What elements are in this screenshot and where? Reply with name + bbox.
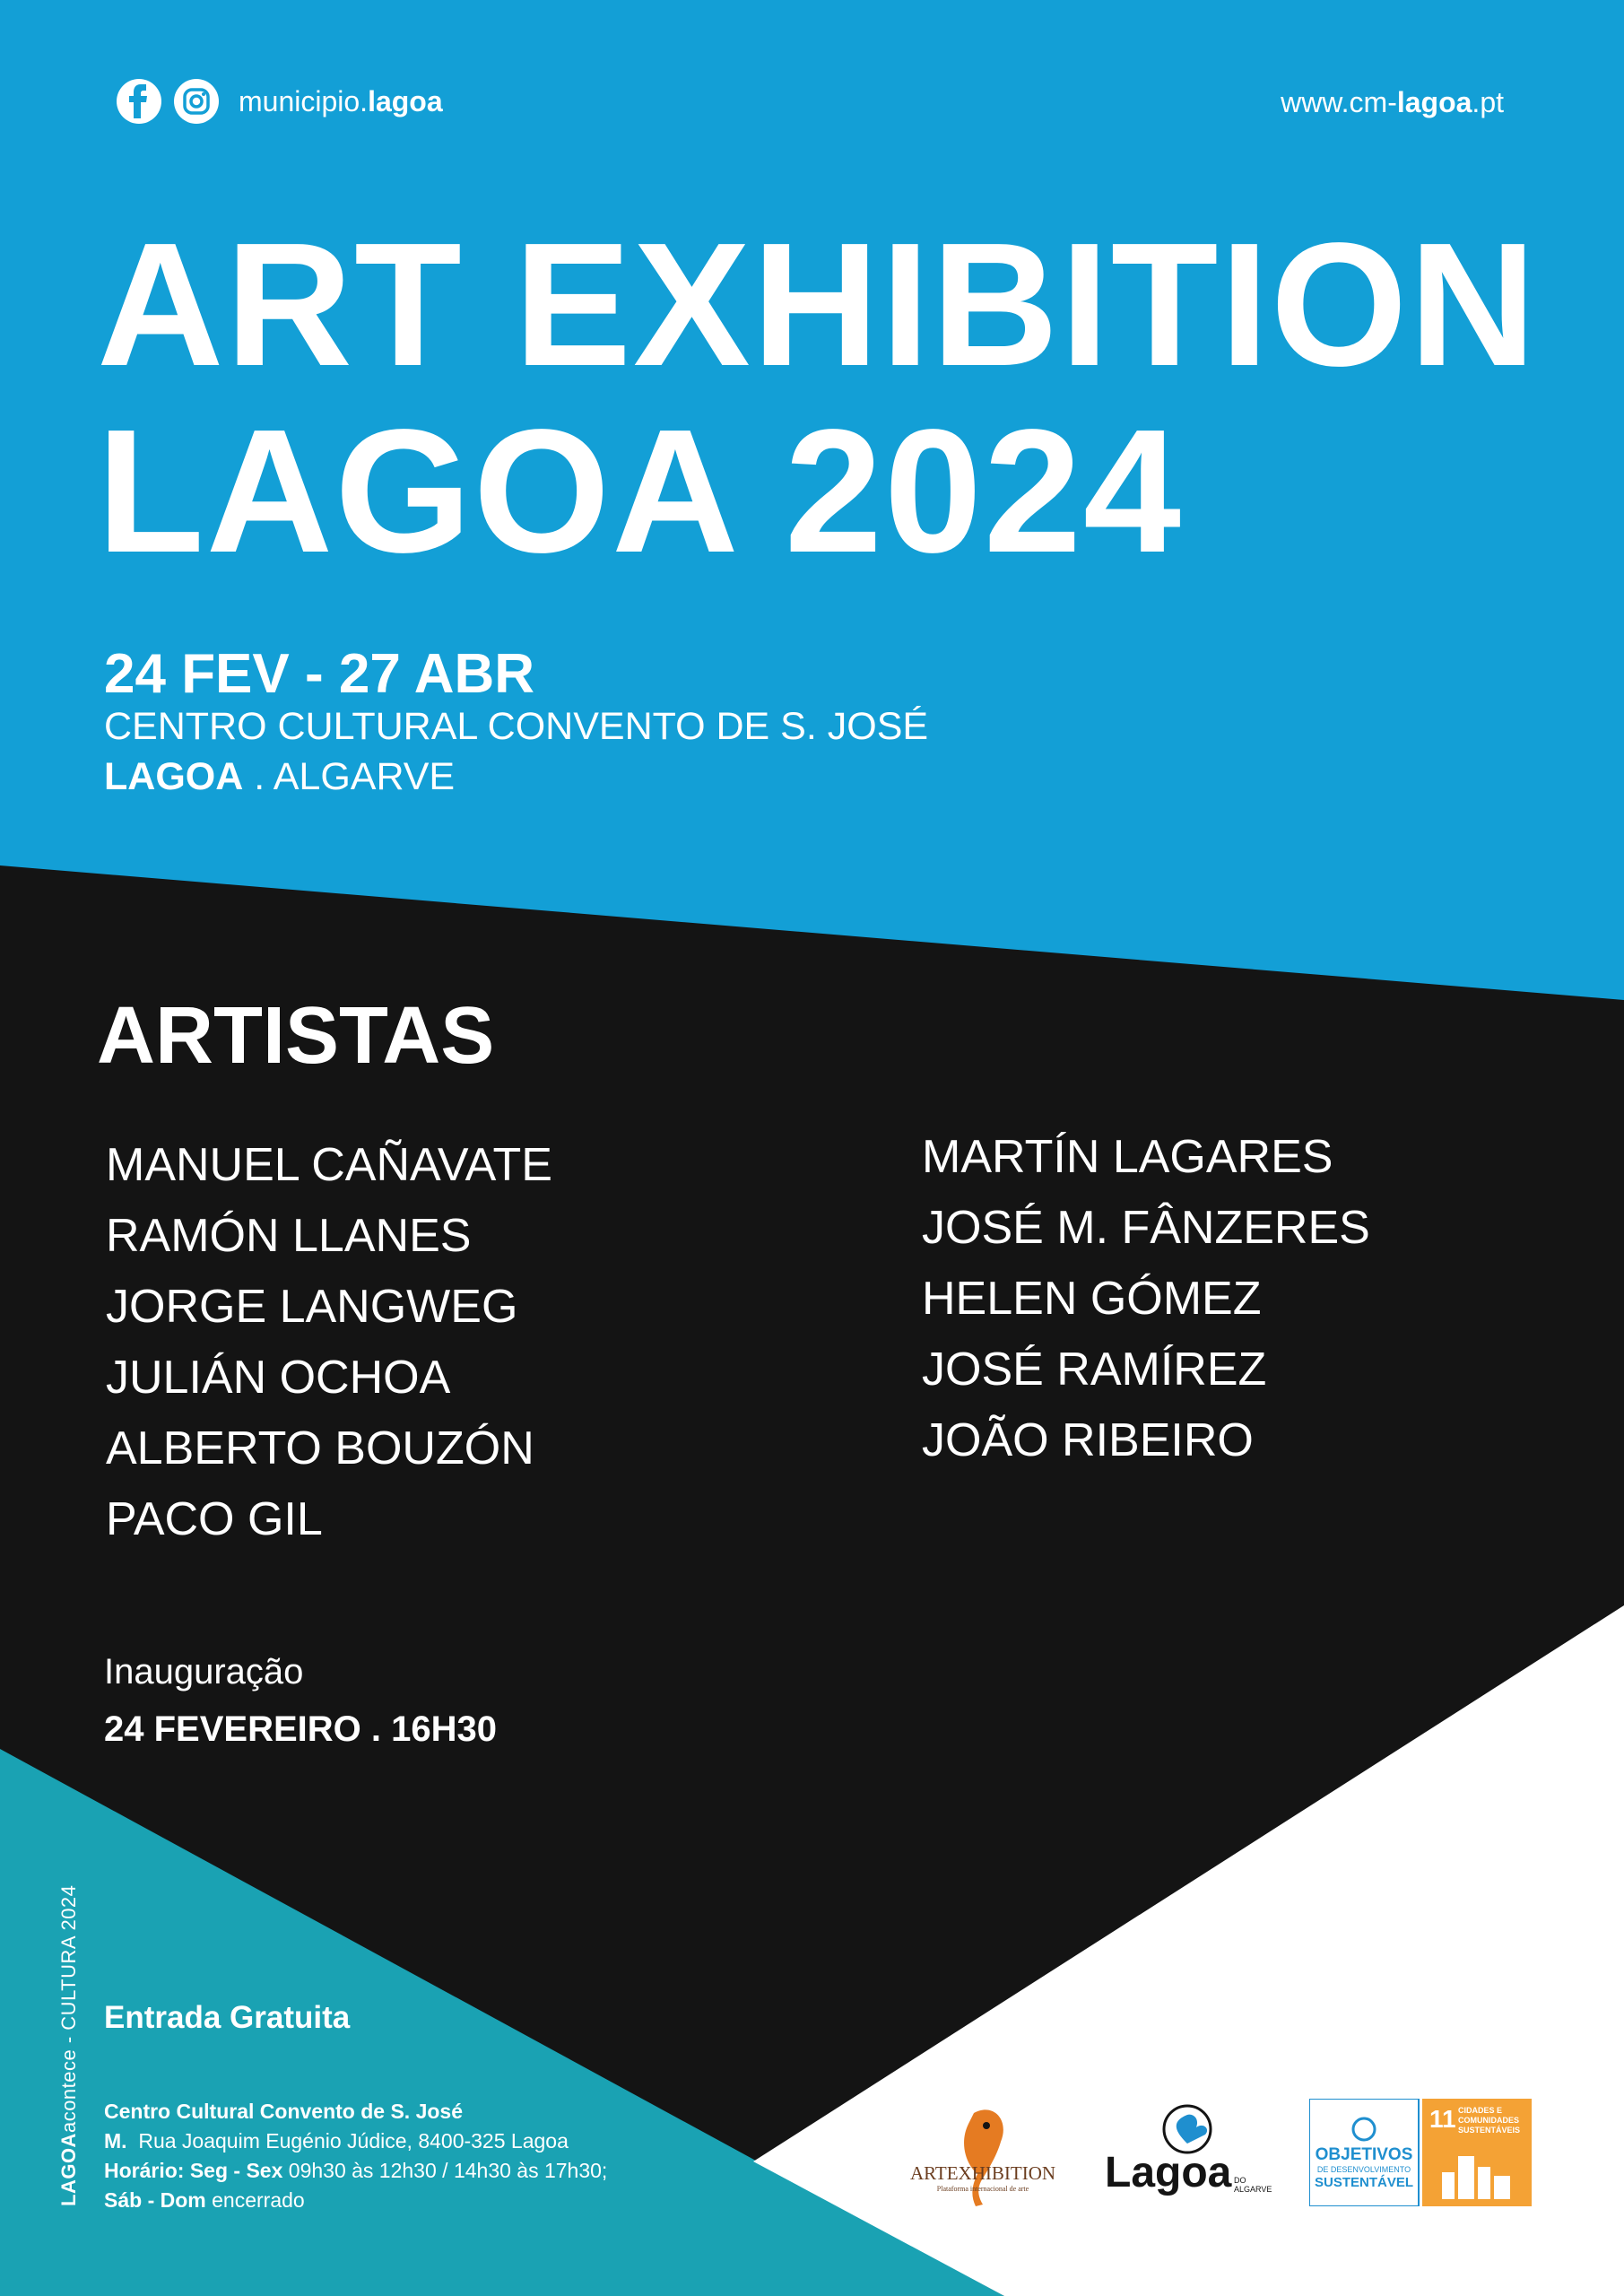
svg-text:DE DESENVOLVIMENTO: DE DESENVOLVIMENTO [1316, 2165, 1411, 2174]
free-entry-label: Entrada Gratuita [104, 2000, 351, 2035]
facebook-icon[interactable] [117, 79, 161, 124]
address-text: Rua Joaquim Eugénio Júdice, 8400-325 Lagoa [138, 2129, 569, 2152]
title-line-2: LAGOA 2024 [97, 393, 1183, 589]
artist-name: JOÃO RIBEIRO [922, 1414, 1254, 1466]
opening-label: Inauguração [104, 1652, 304, 1692]
social-links [117, 77, 443, 126]
website-link[interactable]: www.cm-lagoa.pt [1281, 86, 1504, 118]
artists-list-right [922, 1122, 1370, 1476]
artist-name: JOSÉ RAMÍREZ [922, 1344, 1267, 1396]
artist-name: JULIÁN OCHOA [106, 1352, 451, 1404]
address-title: Centro Cultural Convento de S. José [104, 2100, 463, 2123]
artist-name: ALBERTO BOUZÓN [106, 1422, 534, 1474]
artist-name: RAMÓN LLANES [106, 1210, 472, 1262]
side-vertical-text: LAGOAacontece - CULTURA 2024 [57, 1884, 80, 2206]
hours-text: 09h30 às 12h30 / 14h30 às 17h30; [288, 2159, 608, 2182]
art-exhibition-logo [904, 2095, 1062, 2212]
svg-text:COMUNIDADES: COMUNIDADES [1458, 2116, 1520, 2125]
venue-address-block: Centro Cultural Convento de S. José M. Rua Joaquim Eugénio Júdice, 8400-325 Lagoa Horário: Seg - Sex 09h30 às 12h30 / 14h30 às 17h30; Sáb - Dom encerrado [104, 2100, 608, 2212]
weekend-text: encerrado [212, 2188, 305, 2212]
instagram-icon[interactable] [174, 79, 219, 124]
svg-text:SUSTENTÁVEIS: SUSTENTÁVEIS [1458, 2126, 1521, 2135]
svg-text:ALGARVE: ALGARVE [1234, 2185, 1272, 2194]
artist-name: JOSÉ M. FÂNZERES [922, 1202, 1370, 1254]
svg-text:DO: DO [1234, 2176, 1246, 2185]
event-place: LAGOA . ALGARVE [104, 755, 456, 798]
artist-name: HELEN GÓMEZ [922, 1273, 1262, 1325]
svg-text:ARTEXHIBITION: ARTEXHIBITION [909, 2162, 1056, 2184]
svg-text:SUSTENTÁVEL: SUSTENTÁVEL [1314, 2175, 1414, 2190]
artist-name: JORGE LANGWEG [106, 1281, 518, 1333]
artist-name: PACO GIL [106, 1493, 323, 1545]
artist-name: MANUEL CAÑAVATE [106, 1139, 552, 1191]
social-handle[interactable]: municipio.lagoa [239, 84, 443, 117]
opening-date: 24 FEVEREIRO . 16H30 [104, 1709, 497, 1749]
artists-heading: ARTISTAS [97, 991, 495, 1081]
svg-text:OBJETIVOS: OBJETIVOS [1315, 2145, 1413, 2164]
svg-text:11: 11 [1429, 2105, 1456, 2133]
event-dates: 24 FEV - 27 ABR [104, 643, 535, 705]
event-title [97, 206, 1538, 589]
svg-text:Lagoa: Lagoa [1105, 2149, 1232, 2196]
title-line-1: ART EXHIBITION [97, 206, 1538, 403]
event-venue: CENTRO CULTURAL CONVENTO DE S. JOSÉ [104, 705, 929, 748]
svg-text:Plataforma internacional de ar: Plataforma internacional de arte [936, 2185, 1029, 2193]
svg-text:CIDADES E: CIDADES E [1458, 2106, 1503, 2115]
artist-name: MARTÍN LAGARES [922, 1131, 1333, 1183]
lagoa-municipality-logo [1099, 2097, 1275, 2205]
sustainable-development-goals-logo [1309, 2099, 1532, 2206]
artists-list-left [106, 1130, 552, 1555]
